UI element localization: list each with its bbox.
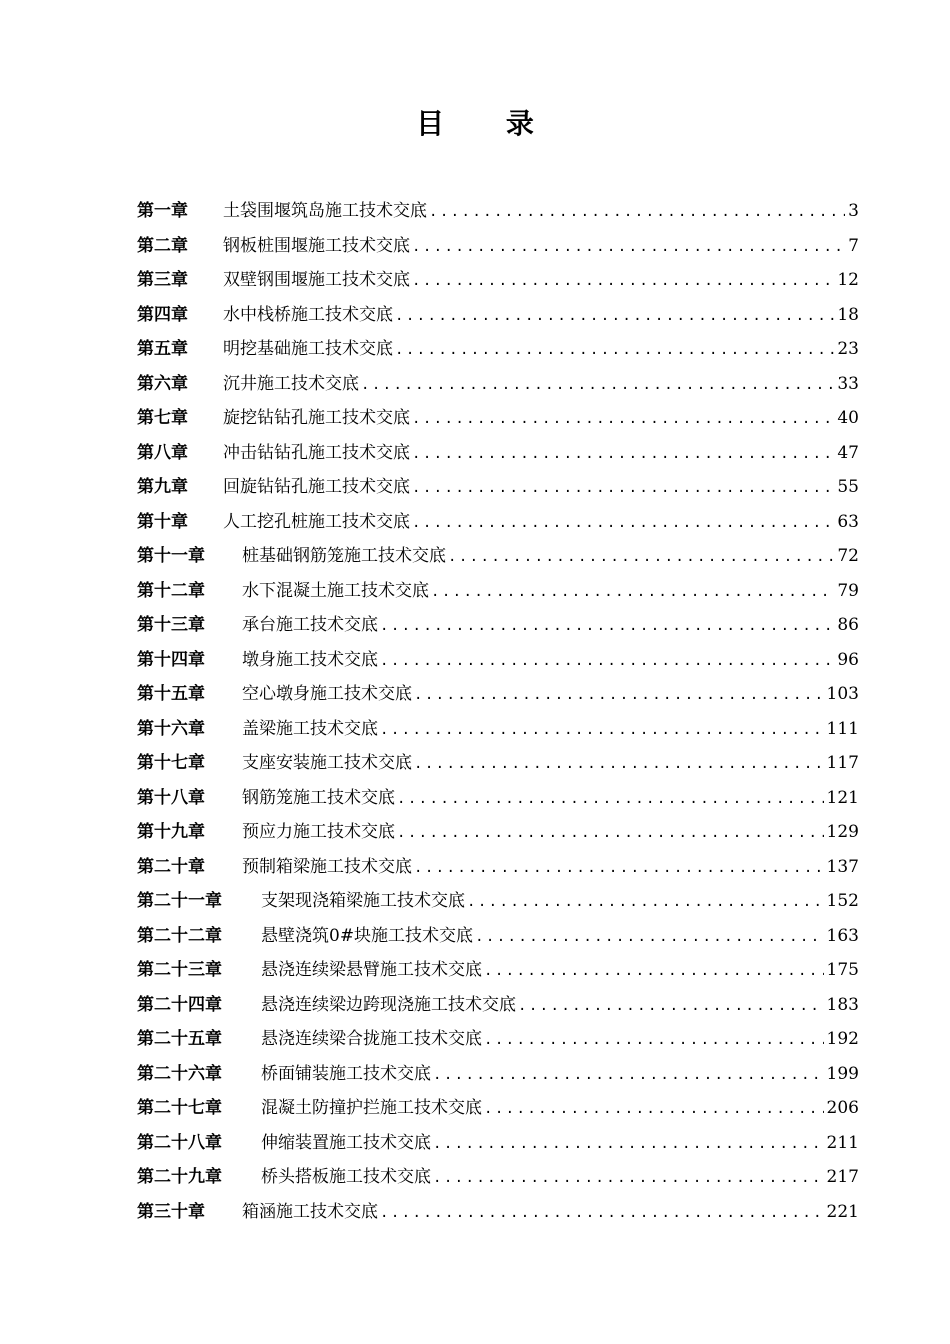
toc-entry[interactable] [137,332,859,367]
dot-leader [467,885,824,920]
toc-entry[interactable] [137,746,859,781]
dot-leader [380,1196,824,1231]
dot-leader [412,264,834,299]
dot-leader [412,402,834,437]
page-number: 18 [837,304,859,325]
chapter-title: 桥头搭板施工技术交底 [261,1167,431,1187]
chapter-number: 第九章 [137,477,188,497]
dot-leader [395,333,834,368]
toc-list [137,194,859,1229]
dot-leader [429,195,845,230]
chapter-number: 第十一章 [137,546,205,566]
toc-entry[interactable] [137,1195,859,1230]
chapter-title: 空心墩身施工技术交底 [242,684,412,704]
toc-entry[interactable] [137,194,859,229]
toc-entry[interactable] [137,712,859,747]
toc-entry[interactable] [137,298,859,333]
chapter-title: 桥面铺装施工技术交底 [261,1063,431,1084]
dot-leader [412,506,834,541]
page-number: 199 [826,1063,859,1084]
toc-entry[interactable] [137,608,859,643]
chapter-title: 伸缩装置施工技术交底 [261,1132,431,1153]
page-number: 96 [837,649,859,670]
toc-entry[interactable] [137,505,859,540]
chapter-number: 第五章 [137,339,188,359]
page-number: 79 [837,580,859,601]
chapter-title: 明挖基础施工技术交底 [223,339,393,359]
chapter-title: 双壁钢围堰施工技术交底 [223,270,410,290]
chapter-number: 第二章 [137,235,188,256]
page-number: 3 [848,201,859,221]
page-number: 103 [826,684,859,704]
dot-leader [518,989,824,1024]
chapter-number: 第三十章 [137,1201,205,1222]
chapter-number: 第二十五章 [137,1029,222,1049]
page-number: 23 [837,339,859,359]
page-number: 206 [826,1098,859,1118]
chapter-number: 第二十六章 [137,1063,222,1084]
chapter-number: 第二十章 [137,856,205,877]
toc-entry[interactable] [137,677,859,712]
toc-entry[interactable] [137,919,859,954]
chapter-title: 承台施工技术交底 [242,615,378,635]
dot-leader [484,1092,824,1127]
toc-entry[interactable] [137,367,859,402]
dot-leader [484,1023,824,1058]
dot-leader [433,1058,824,1093]
dot-leader [412,437,834,472]
page-number: 40 [837,408,859,428]
chapter-number: 第十六章 [137,718,205,739]
chapter-number: 第七章 [137,408,188,428]
dot-leader [448,540,834,575]
page-number: 163 [826,925,859,946]
dot-leader [380,713,824,748]
toc-entry[interactable] [137,988,859,1023]
toc-entry[interactable] [137,1160,859,1195]
chapter-title: 钢筋笼施工技术交底 [242,787,395,808]
page-number: 121 [826,787,859,808]
toc-entry[interactable] [137,1057,859,1092]
chapter-title: 沉井施工技术交底 [223,373,359,394]
toc-entry[interactable] [137,436,859,471]
page-number: 12 [837,270,859,290]
dot-leader [397,782,824,817]
toc-entry[interactable] [137,643,859,678]
page-number: 137 [826,856,859,877]
chapter-number: 第十八章 [137,787,205,808]
page-number: 86 [837,615,859,635]
chapter-number: 第十五章 [137,684,205,704]
chapter-title: 冲击钻钻孔施工技术交底 [223,442,410,463]
chapter-title: 回旋钻钻孔施工技术交底 [223,477,410,497]
toc-entry[interactable] [137,1091,859,1126]
toc-entry[interactable] [137,1126,859,1161]
dot-leader [412,471,834,506]
chapter-title: 水中栈桥施工技术交底 [223,304,393,325]
dot-leader [412,230,845,265]
page-number: 33 [837,373,859,394]
toc-entry[interactable] [137,884,859,919]
chapter-number: 第四章 [137,304,188,325]
chapter-title: 悬浇连续梁边跨现浇施工技术交底 [261,994,516,1015]
chapter-number: 第二十一章 [137,891,222,911]
chapter-title: 桩基础钢筋笼施工技术交底 [242,546,446,566]
page-number: 7 [848,235,859,256]
dot-leader [484,954,824,989]
page-number: 217 [826,1167,859,1187]
chapter-number: 第二十七章 [137,1098,222,1118]
page-number: 183 [826,994,859,1015]
page-number: 72 [837,546,859,566]
chapter-title: 悬壁浇筑0#块施工技术交底 [261,925,474,946]
toc-entry[interactable] [137,401,859,436]
toc-entry[interactable] [137,470,859,505]
chapter-number: 第二十九章 [137,1167,222,1187]
chapter-number: 第十二章 [137,580,205,601]
dot-leader [431,575,834,610]
toc-entry[interactable] [137,850,859,885]
chapter-number: 第二十八章 [137,1132,222,1153]
chapter-title: 预应力施工技术交底 [242,822,395,842]
dot-leader [361,368,834,403]
chapter-title: 支架现浇箱梁施工技术交底 [261,891,465,911]
page-number: 152 [826,891,859,911]
dot-leader [475,920,823,955]
chapter-title: 土袋围堰筑岛施工技术交底 [223,201,427,221]
chapter-number: 第二十四章 [137,994,222,1015]
page-number: 129 [826,822,859,842]
chapter-number: 第二十二章 [137,925,222,946]
dot-leader [433,1161,824,1196]
page-number: 221 [826,1201,859,1222]
chapter-number: 第十章 [137,511,188,532]
chapter-title: 悬浇连续梁悬臂施工技术交底 [261,960,482,980]
page-number: 47 [837,442,859,463]
toc-entry[interactable] [137,781,859,816]
chapter-number: 第十九章 [137,822,205,842]
toc-entry[interactable] [137,574,859,609]
page-number: 175 [826,960,859,980]
page-number: 192 [826,1029,859,1049]
dot-leader [414,851,824,886]
page-number: 111 [826,718,859,739]
chapter-title: 混凝土防撞护拦施工技术交底 [261,1098,482,1118]
chapter-number: 第六章 [137,373,188,394]
chapter-title: 支座安装施工技术交底 [242,753,412,773]
toc-entry[interactable] [137,1022,859,1057]
chapter-title: 悬浇连续梁合拢施工技术交底 [261,1029,482,1049]
chapter-title: 钢板桩围堰施工技术交底 [223,235,410,256]
dot-leader [433,1127,824,1162]
page-number: 55 [837,477,859,497]
chapter-title: 盖梁施工技术交底 [242,718,378,739]
chapter-title: 人工挖孔桩施工技术交底 [223,511,410,532]
chapter-title: 墩身施工技术交底 [242,649,378,670]
chapter-number: 第一章 [137,201,188,221]
toc-entry[interactable] [137,229,859,264]
chapter-title: 箱涵施工技术交底 [242,1201,378,1222]
chapter-number: 第十七章 [137,753,205,773]
dot-leader [397,816,824,851]
toc-entry[interactable] [137,815,859,850]
page-number: 63 [837,511,859,532]
chapter-number: 第二十三章 [137,960,222,980]
dot-leader [380,609,834,644]
page-number: 211 [826,1132,859,1153]
chapter-number: 第十四章 [137,649,205,670]
dot-leader [414,747,824,782]
chapter-number: 第三章 [137,270,188,290]
dot-leader [380,644,834,679]
chapter-title: 预制箱梁施工技术交底 [242,856,412,877]
page-number: 117 [826,753,859,773]
toc-title: 目 录 [416,107,560,140]
chapter-title: 水下混凝土施工技术交底 [242,580,429,601]
dot-leader [395,299,834,334]
chapter-number: 第八章 [137,442,188,463]
dot-leader [414,678,824,713]
toc-entry[interactable] [137,263,859,298]
chapter-title: 旋挖钻钻孔施工技术交底 [223,408,410,428]
chapter-number: 第十三章 [137,615,205,635]
toc-entry[interactable] [137,539,859,574]
toc-entry[interactable] [137,953,859,988]
